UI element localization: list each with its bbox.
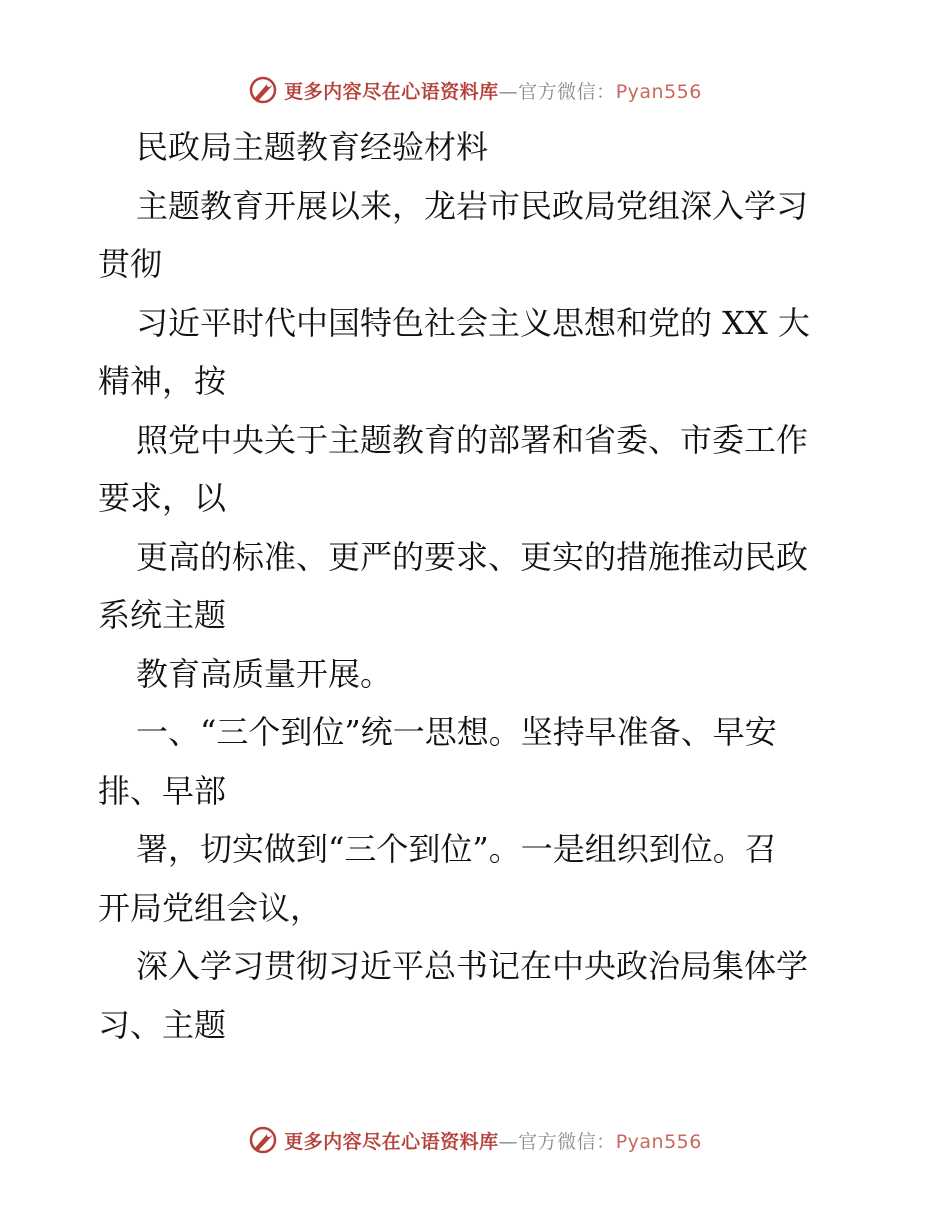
header-watermark [0, 70, 950, 110]
text-line: 贯彻 [98, 245, 163, 283]
text-line: 署，切实做到“三个到位”。一是组织到位。召 [136, 830, 777, 868]
header-wechat-label: 官方微信： [518, 80, 616, 103]
header-separator: — [498, 80, 519, 103]
text-line: 精神，按 [98, 362, 227, 400]
text-line: 更高的标准、更严的要求、更实的措施推动民政 [136, 537, 809, 576]
text-line: 开局党组会议， [98, 888, 323, 927]
text-line: 一、“三个到位”统一思想。坚持早准备、早安 [136, 713, 777, 751]
footer-watermark [0, 1120, 950, 1160]
footer-wechat-id: Pyan556 [615, 1130, 702, 1153]
text-line: 习、主题 [98, 1005, 227, 1044]
text-line: 系统主题 [98, 596, 227, 634]
text-line-title: 民政局主题教育经验材料 [136, 128, 489, 166]
text-line: 深入学习贯彻习近平总书记在中央政治局集体学 [136, 947, 809, 985]
footer-brand: 更多内容尽在心语资料库 [284, 1130, 499, 1153]
text-line: 主题教育开展以来，龙岩市民政局党组深入学习 [136, 186, 809, 225]
pen-logo-icon [248, 75, 278, 105]
text-line: 习近平时代中国特色社会主义思想和党的 XX 大 [136, 303, 810, 342]
header-wechat-id: Pyan556 [615, 80, 702, 103]
document-body [98, 118, 858, 1054]
footer-text [284, 1127, 702, 1154]
text-line: 要求，以 [98, 479, 227, 517]
pen-logo-icon [248, 1125, 278, 1155]
text-line: 排、早部 [98, 771, 227, 810]
footer-wechat-label: 官方微信： [518, 1130, 616, 1153]
header-text [284, 77, 702, 104]
text-line: 教育高质量开展。 [136, 654, 393, 693]
footer-separator: — [498, 1130, 519, 1153]
header-brand: 更多内容尽在心语资料库 [284, 80, 499, 103]
text-line: 照党中央关于主题教育的部署和省委、市委工作 [136, 420, 809, 459]
